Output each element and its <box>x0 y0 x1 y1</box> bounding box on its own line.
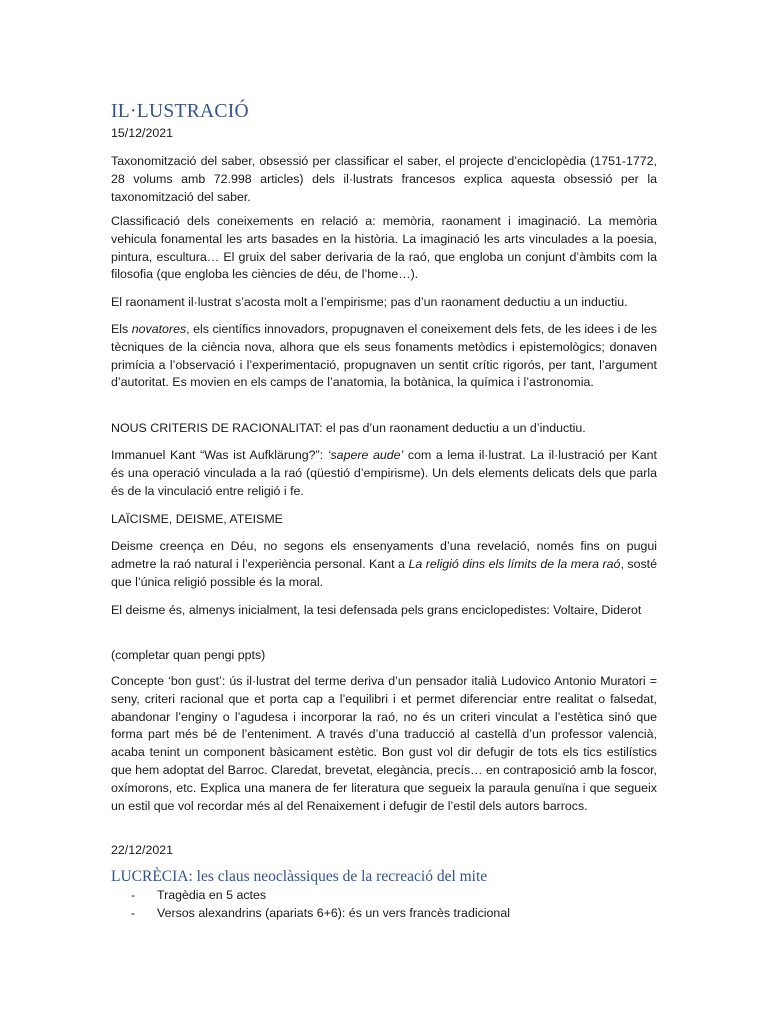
paragraph-kant <box>111 447 657 500</box>
paragraph-good-taste: Concepte ‘bon gust’: ús il·lustrat del terme deriva d’un pensador italià Ludovico Antonio Muratori = seny, criteri racional que et porta cap a l’equilibri i et permet diferenciar entre realitat o falsedat, abandonar l’enginy o l’agudesa i incorporar la raó, no és un criteri vinculat a l’estètica sinó que forma part més bé de l’enteniment. A través d’una traducció al castellà d’un professor valencià, acaba tenint un component bàsicament estètic. Bon gust vol dir defugir de tots els tics estilístics que hem adoptat del Barroc. Claredat, brevetat, elegància, precís… en contraposició amb la foscor, oxímorons, etc. Explica una manera de fer literatura que segueix la paraula genuïna i que segueix un estil que vol recordar més al del Renaixement i defugir de l’estil dels autors barrocs. <box>111 674 657 813</box>
bullet-marker: - <box>131 906 136 920</box>
paragraph-classification: Classificació dels coneixements en relació a: memòria, raonament i imaginació. La memòria vehicula fonamental les arts basades en la història. La imaginació les arts vinculades a la poesia, pintura, escultura… El gruix del saber derivaria de la raó, que engloba un conjunt d’àmbits com la filosofia (que engloba les ciències de déu, de l’home…). <box>111 214 657 282</box>
bullet-list <box>111 886 510 922</box>
document-title: IL·LUSTRACIÓ <box>111 101 249 122</box>
paragraph-deism <box>111 538 657 591</box>
novatores-before: Els <box>111 322 132 336</box>
section-heading-lucrecia: LUCRÈCIA: les claus neoclàssiques de la recreació del mite <box>111 868 488 885</box>
kant-motto: ‘sapere aude’ <box>327 448 404 462</box>
bullet-marker: - <box>131 888 136 902</box>
deism-book-title: La religió dins els límits de la mera raó <box>408 556 621 571</box>
novatores-after: , els científics innovadors, propugnaven el coneixement dels fets, de les idees i de les tècniques de la ciència nova, alhora que els seus fonaments metòdics i epistemològics; donaven primícia a l’observació i l’experimentació, propugnaven un sentit crític rigorós, per tant, l’argument d’autoritat. Es movien en els camps de l’anatomia, la botànica, la química i l’astronomia. <box>111 322 657 390</box>
paragraph-taxonomy: Taxonomització del saber, obsessió per classificar el saber, el projecte d’enciclopèdia (1751-1772, 28 volums amb 72.998 articles) dels il·lustrats francesos explica aquesta obsessió per la taxonomització del saber. <box>111 154 657 204</box>
deism-after: , sosté que l’única religió possible és la moral. <box>111 556 658 589</box>
paragraph-novatores <box>111 321 657 392</box>
date-heading: 15/12/2021 <box>111 126 174 140</box>
paragraph-encyclopedists: El deisme és, almenys inicialment, la tesi defensada pels grans enciclopedistes: Voltaire, Diderot <box>111 603 642 617</box>
list-item-text: Tragèdia en 5 actes <box>157 888 267 902</box>
paragraph-reasoning: El raonament il·lustrat s’acosta molt a l’empirisme; pas d’un raonament deductiu a un inductiu. <box>111 295 628 309</box>
paragraph-criteria: NOUS CRITERIS DE RACIONALITAT: el pas d’un raonament deductiu a un d’inductiu. <box>111 421 586 435</box>
paragraph-laicism-heading: LAÏCISME, DEISME, ATEISME <box>111 512 283 526</box>
novatores-term: novatores <box>131 322 187 336</box>
list-item <box>111 886 510 904</box>
deism-before: Deisme creença en Déu, no segons els ensenyaments d’una revelació, només fins on pugui admetre la raó natural i l’experiència personal. Kant a <box>111 539 657 571</box>
date-heading: 22/12/2021 <box>111 843 174 857</box>
list-item-text: Versos alexandrins (apariats 6+6): és un vers francès tradicional <box>157 906 510 920</box>
kant-after: com a lema il·lustrat. La il·lustració per Kant és una operació vinculada a la raó (qüestió d’empirisme). Un dels elements delicats dels que parla és de la vinculació entre religió i fe. <box>111 448 657 498</box>
paragraph-note: (completar quan pengi ppts) <box>111 648 266 662</box>
kant-before: Immanuel Kant “Was ist Aufklärung?”: <box>111 448 328 462</box>
list-item <box>111 904 510 922</box>
